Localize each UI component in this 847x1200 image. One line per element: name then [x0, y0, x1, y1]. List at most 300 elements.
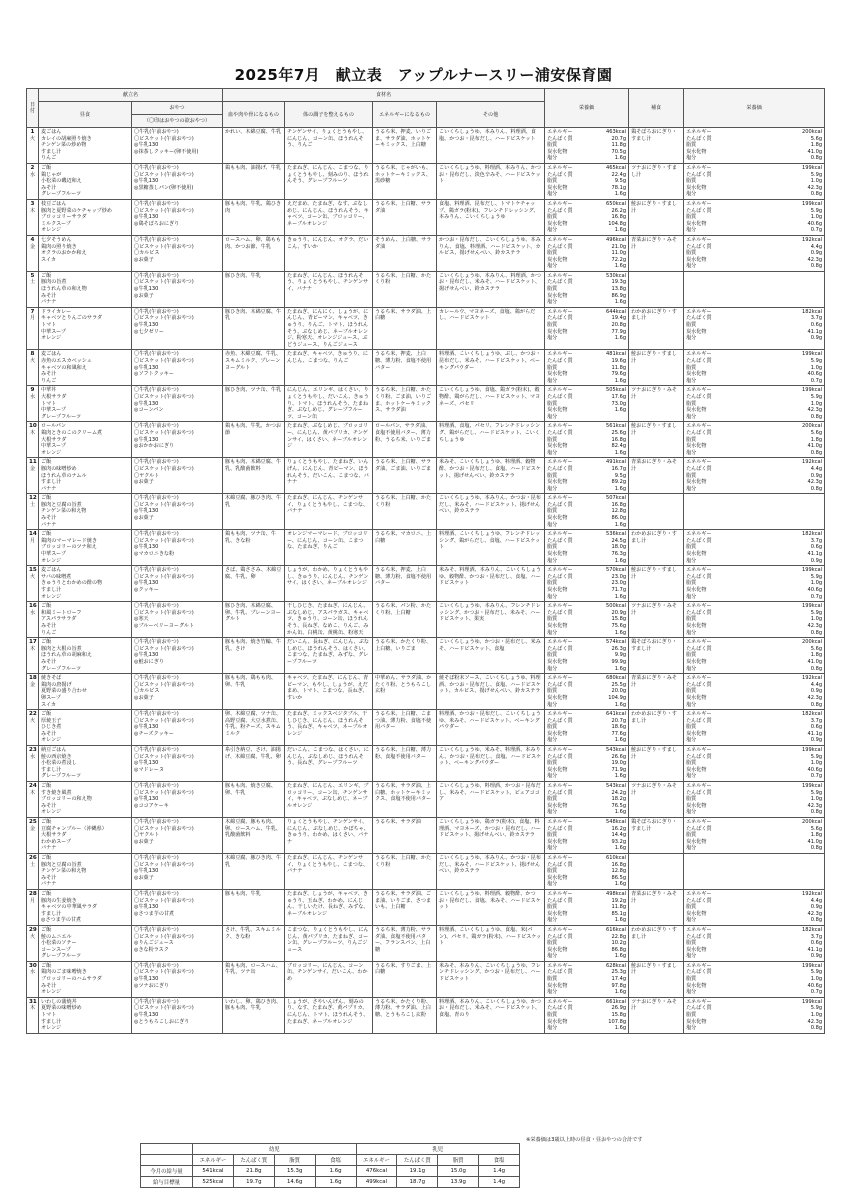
day-cell — [27, 271, 39, 307]
snack-cell — [132, 163, 223, 199]
day-number: 2 — [30, 164, 35, 171]
nutrition-value: 680kcal — [606, 675, 627, 682]
summary-col: エネルギー — [193, 1155, 234, 1166]
ingredients-green: しょうが、わかめ、りょくとうもやし、きゅうり、にんじん、チンゲンサイ、はくさい、ネーブルオレンジ — [285, 566, 373, 602]
nutrition-value: 炭水化物 — [547, 622, 568, 629]
snack-item: 〇ビスケット(午前おやつ) — [134, 393, 194, 400]
nutrition-grid — [547, 495, 626, 528]
nutrition-value: 炭水化物 — [547, 838, 568, 845]
nutrition-value: 塩分 — [686, 485, 697, 492]
nutrition-grid — [547, 747, 626, 780]
nutrition-child-cell — [545, 128, 629, 164]
lunch-item: 鶏肉の照り焼き — [41, 243, 77, 250]
nutrition-child-cell — [545, 782, 629, 818]
nutrition-value: エネルギー — [547, 531, 573, 538]
nutrition-value: 1.6g — [614, 263, 627, 270]
nutrition-child-cell — [545, 386, 629, 422]
day-cell — [27, 307, 39, 350]
ingredients-other: 米みそ、料理酒、本みりん、こいくちしょうゆ、穀物酢、かつお・昆布だし、食塩、ハードビスケット — [437, 566, 545, 602]
nutrition-child-cell — [545, 235, 629, 271]
menu-row — [27, 710, 825, 746]
nutrition-value: たんぱく質 — [686, 717, 712, 724]
ingredients-other: こいくちしょうゆ、本みりん、かつお・昆布だし、米みそ、ハードビスケット、揚げせんべい、鈴カステラ — [437, 853, 545, 889]
lunch-item: 納豆ごはん — [41, 747, 67, 754]
menu-body — [27, 128, 825, 1034]
nutrition-value: 561kcal — [606, 423, 627, 430]
snack-item: ◎牛乳130 — [134, 286, 159, 293]
nutrition-value: 5.6g — [810, 429, 823, 436]
lunch-item: ドライカレー — [41, 308, 72, 315]
nutrition-value: 9.5g — [614, 178, 627, 185]
nutrition-value: エネルギー — [686, 387, 712, 394]
ingredients-yellow: うるち米、サラダ油 — [373, 818, 437, 854]
nutrition-value: 塩分 — [547, 845, 558, 852]
nutrition-infant-cell — [684, 271, 825, 307]
lunch-cell — [39, 494, 132, 530]
snack-item: ◎牛乳130 — [134, 400, 159, 407]
nutrition-value: 1.6g — [614, 485, 627, 492]
nutrition-value: 脂質 — [547, 796, 558, 803]
nutrition-value: 41.1g — [807, 946, 823, 953]
lunch-cell — [39, 307, 132, 350]
ingredients-green: ブロッコリー、にんじん、コーン缶、チンゲンサイ、だいこん、わかめ — [285, 961, 373, 997]
lunch-cell — [39, 530, 132, 566]
supplement-cell: ツナおにぎり・みそ汁 — [629, 602, 684, 638]
nutrition-value: 脂質 — [547, 940, 558, 947]
nutrition-value: 塩分 — [547, 881, 558, 888]
day-weekday: 木 — [29, 207, 36, 214]
snack-item: 〇牛乳(午前おやつ) — [134, 387, 179, 394]
lunch-item: 豚肉の味噌炒め — [41, 465, 77, 472]
nutrition-value: たんぱく質 — [547, 315, 573, 322]
nutrition-value: エネルギー — [686, 531, 712, 538]
nutrition-value: 0.8g — [810, 263, 823, 270]
nutrition-value: 脂質 — [547, 250, 558, 257]
snack-item: 〇ビスケット(午前おやつ) — [134, 429, 194, 436]
snack-item: ◎抹茶しクッキー(卵不使用) — [134, 148, 199, 155]
nutrition-value: エネルギー — [547, 423, 573, 430]
nutrition-value: 炭水化物 — [547, 874, 568, 881]
snack-item: ◎さつま芋の甘煮 — [134, 910, 175, 917]
nutrition-grid — [686, 927, 822, 960]
nutrition-value: 炭水化物 — [686, 479, 707, 486]
nutrition-value: 628kcal — [606, 962, 627, 969]
lunch-item: 中華スープ — [41, 328, 66, 335]
nutrition-value: 1.6g — [614, 335, 627, 342]
nutrition-value: 4.4g — [810, 897, 823, 904]
day-cell — [27, 710, 39, 746]
nutrition-value: エネルギー — [686, 236, 712, 243]
nutrition-value: 炭水化物 — [686, 256, 707, 263]
lunch-item: いわしの蒲焼丼 — [41, 998, 77, 1005]
lunch-item: ひじき煮 — [41, 724, 62, 731]
lunch-item: わかめスープ — [41, 838, 72, 845]
ingredients-red: さけ、牛乳、スキムミルク、きな粉 — [223, 925, 285, 961]
nutrition-value: たんぱく質 — [547, 681, 573, 688]
nutrition-value: 炭水化物 — [686, 802, 707, 809]
lunch-item: りんご — [41, 377, 57, 384]
day-weekday: 水 — [29, 393, 36, 400]
nutrition-value: 炭水化物 — [547, 1018, 568, 1025]
summary-col: たんぱく質 — [233, 1155, 274, 1166]
lunch-item: ご飯 — [41, 272, 52, 279]
day-weekday: 火 — [29, 933, 36, 940]
nutrition-value: 炭水化物 — [547, 730, 568, 737]
nutrition-value: 0.8g — [810, 191, 823, 198]
nutrition-value: エネルギー — [686, 783, 712, 790]
nutrition-value: 40.6g — [807, 371, 823, 378]
ingredients-yellow: うるち米、上白糖、薄力粉、食塩不使用バター — [373, 746, 437, 782]
lunch-item: オレンジ — [41, 335, 62, 342]
supplement-cell: 青菜おにぎり・みそ汁 — [629, 235, 684, 271]
nutrition-value: 塩分 — [547, 701, 558, 708]
supplement-cell: 鮭おにぎり・すまし汁 — [629, 961, 684, 997]
nutrition-value: 0.6g — [810, 544, 823, 551]
snack-cell — [132, 782, 223, 818]
nutrition-value: 199kcal — [802, 747, 823, 754]
ingredients-green: りょくとうもやし、たまねぎ、いんげん、にんじん、青ピーマン、ほうれんそう、だいこん、こまつな、バナナ — [285, 458, 373, 494]
nutrition-value: 19.3g — [611, 279, 627, 286]
ingredients-green: たまねぎ、にんにく、しょうが、にんじん、青ピーマン、キャベツ、きゅうり、りんご、トマト、ほうれんそう、ぶなしめじ、ネーブルオレンジ、粉寒天、オレンジジュース、ぶどうジュース、りんごジュース — [285, 307, 373, 350]
ingredients-yellow: うるち米、マカロニ、上白糖 — [373, 530, 437, 566]
nutrition-infant-cell — [684, 307, 825, 350]
nutrition-value: 0.7g — [810, 227, 823, 234]
ingredients-red: 鶏もも肉、油揚げ、牛乳 — [223, 163, 285, 199]
ingredients-red: 卵、木綿豆腐、ツナ缶、高野豆腐、大豆水煮缶、牛乳、粉チーズ、スキムミルク — [223, 710, 285, 746]
summary-row-target — [141, 1177, 520, 1188]
day-number: 28 — [29, 890, 37, 897]
lunch-item: きゅうりとわかめの酢の物 — [41, 580, 103, 587]
nutrition-value: 17.4g — [611, 976, 627, 983]
nutrition-value: 炭水化物 — [547, 658, 568, 665]
snack-item: 〇ビスケット(午前おやつ) — [134, 825, 194, 832]
lunch-item: オレンジ — [41, 227, 62, 234]
nutrition-value: 脂質 — [686, 178, 697, 185]
nutrition-grid — [686, 237, 822, 270]
menu-row — [27, 782, 825, 818]
snack-cell — [132, 853, 223, 889]
snack-item: ◎コーンパン — [134, 407, 164, 414]
nutrition-value: エネルギー — [547, 567, 573, 574]
snack-item: ◎とうもろこしおにぎり — [134, 1018, 190, 1025]
nutrition-value: 42.3g — [807, 256, 823, 263]
nutrition-value: 104.8g — [608, 220, 627, 227]
lunch-item: 麦ごはん — [41, 351, 62, 358]
nutrition-value: 塩分 — [547, 485, 558, 492]
nutrition-grid — [686, 531, 822, 564]
lunch-item: グレープフルーツ — [41, 953, 82, 960]
nutrition-value: 40.6g — [807, 982, 823, 989]
snack-item: 〇牛乳(午前おやつ) — [134, 926, 179, 933]
nutrition-value: 97.8g — [611, 982, 627, 989]
nutrition-value: 20.7g — [611, 717, 627, 724]
lunch-item: ご飯 — [41, 459, 52, 466]
nutrition-value: 塩分 — [686, 737, 697, 744]
nutrition-value: たんぱく質 — [547, 171, 573, 178]
nutrition-value: 89.2g — [611, 479, 627, 486]
lunch-item: 麦ごはん — [41, 129, 62, 135]
day-cell — [27, 853, 39, 889]
snack-cell — [132, 674, 223, 710]
nutrition-child-cell — [545, 602, 629, 638]
nutrition-infant-cell — [684, 674, 825, 710]
nutrition-value: 77.6g — [611, 730, 627, 737]
snack-item: ◎七夕ゼリー — [134, 328, 164, 335]
snack-item: ◎ココアケーキ — [134, 802, 169, 809]
supplement-cell: 鶏そぼろおにぎり・すまし汁 — [629, 638, 684, 674]
day-weekday: 月 — [29, 897, 36, 904]
day-number: 4 — [30, 236, 35, 243]
snack-item: 〇ビスケット(午前おやつ) — [134, 537, 194, 544]
nutrition-value: 炭水化物 — [547, 184, 568, 191]
supplement-cell: 鮭おにぎり・すまし汁 — [629, 422, 684, 458]
nutrition-value: 1.0g — [810, 364, 823, 371]
day-number: 31 — [29, 998, 37, 1005]
snack-item: 〇牛乳(午前おやつ) — [134, 890, 179, 897]
nutrition-infant-cell — [684, 889, 825, 925]
snack-item: ◎牛乳130 — [134, 652, 159, 659]
snack-item: 〇牛乳(午前おやつ) — [134, 639, 179, 646]
nutrition-value: 16.8g — [611, 214, 627, 221]
lunch-item: 小松菜の磯辺和え — [41, 178, 82, 185]
day-cell — [27, 350, 39, 386]
ingredients-green: たまねぎ、しょうが、キャベツ、きゅうり、玉ねぎ、わかめ、にんじん、干しいたけ、長ねぎ、みずな、ネーブルオレンジ — [285, 889, 373, 925]
snack-item: 〇牛乳(午前おやつ) — [134, 998, 179, 1005]
nutrition-value: 76.3g — [611, 551, 627, 558]
nutrition-value: たんぱく質 — [686, 135, 712, 142]
day-cell — [27, 925, 39, 961]
ingredients-red: 糸引き納豆、さけ、油揚げ、木綿豆腐、牛乳、卵 — [223, 746, 285, 782]
nutrition-value: たんぱく質 — [686, 897, 712, 904]
ingredients-other: こいくちしょうゆ、料理酒、穀物酢、かつお・昆布だし、食塩、米みそ、ハードビスケット — [437, 889, 545, 925]
nutrition-value: 脂質 — [686, 250, 697, 257]
snack-item: 〇ヤクルト — [134, 832, 160, 839]
nutrition-infant-cell — [684, 199, 825, 235]
nutrition-value: 塩分 — [547, 521, 558, 528]
nutrition-value: 脂質 — [686, 1012, 697, 1019]
nutrition-grid — [547, 819, 626, 852]
ingredients-green: たまねぎ、にんじん、ほうれんそう、りょくとうもやし、チンゲンサイ、バナナ — [285, 271, 373, 307]
lunch-item: ブロッコリーサラダ — [41, 214, 87, 221]
header-yellow: エネルギーになるもの — [373, 102, 437, 128]
day-weekday: 水 — [29, 969, 36, 976]
nutrition-child-cell — [545, 422, 629, 458]
menu-row — [27, 997, 825, 1033]
day-number: 22 — [29, 711, 37, 718]
nutrition-value: 107.8g — [608, 1018, 627, 1025]
snack-item: ◎牛乳130 — [134, 760, 159, 767]
snack-item: ◎お菓子 — [134, 479, 154, 486]
ingredients-red: 木綿豆腐、豚ひき肉、牛乳 — [223, 853, 285, 889]
nutrition-value: たんぱく質 — [547, 537, 573, 544]
nutrition-value: 496kcal — [606, 236, 627, 243]
ingredients-other: 料理酒、かつお・昆布だし、こいくちしょうゆ、米みそ、ハードビスケット、ベーキングパウダー — [437, 710, 545, 746]
nutrition-value: 脂質 — [547, 760, 558, 767]
snack-item: ◎お菓子 — [134, 515, 154, 522]
lunch-item: キャベツの中華風サラダ — [41, 904, 97, 911]
nutrition-value: 0.9g — [810, 953, 823, 960]
nutrition-value: 41.0g — [807, 443, 823, 450]
nutrition-value: 25.3g — [611, 969, 627, 976]
nutrition-value: 1.6g — [614, 557, 627, 564]
ingredients-green: チンゲンサイ、りょくとうもやし、にんじん、コーン缶、ほうれんそう、りんご — [285, 128, 373, 164]
nutrition-value: たんぱく質 — [547, 609, 573, 616]
snack-item: 〇ビスケット(午前おやつ) — [134, 969, 194, 976]
nutrition-value: 79.6g — [611, 371, 627, 378]
header-nutrition-infant: 栄養価 — [684, 89, 825, 128]
nutrition-value: 1.6g — [614, 917, 627, 924]
ingredients-yellow: そうめん、上白糖、サラダ油 — [373, 235, 437, 271]
nutrition-grid — [547, 309, 626, 342]
lunch-item: 鮭のムニエル — [41, 933, 72, 940]
lunch-item: カレイの胡麻照り焼き — [41, 135, 92, 142]
nutrition-grid — [686, 711, 822, 744]
lunch-item: グレープフルーツ — [41, 191, 82, 198]
nutrition-value: 脂質 — [547, 580, 558, 587]
menu-row — [27, 458, 825, 494]
nutrition-value: 199kcal — [802, 351, 823, 358]
nutrition-value: 塩分 — [686, 263, 697, 270]
header-day: 日付 — [27, 89, 39, 128]
lunch-item: 鶏肉の唐揚げ — [41, 681, 72, 688]
nutrition-value: 塩分 — [686, 377, 697, 384]
nutrition-value: エネルギー — [686, 423, 712, 430]
day-weekday: 水 — [29, 171, 36, 178]
ingredients-red: ロースハム、卵、鶏もも肉、かつお節、牛乳 — [223, 235, 285, 271]
snack-item: ◎クッキー — [134, 587, 159, 593]
lunch-cell — [39, 422, 132, 458]
lunch-item: 夏野菜の盛り合わせ — [41, 688, 87, 695]
nutrition-value: 脂質 — [547, 436, 558, 443]
nutrition-value: 42.3g — [807, 184, 823, 191]
nutrition-value: 86.0g — [611, 515, 627, 522]
nutrition-value: 463kcal — [606, 129, 627, 135]
summary-row-label: 今月の給与量 — [141, 1166, 193, 1177]
lunch-item: トマト — [41, 322, 57, 329]
lunch-item: ご飯 — [41, 603, 52, 610]
nutrition-value: 炭水化物 — [686, 407, 707, 414]
day-number: 25 — [29, 819, 37, 825]
ingredients-green: だいこん、長ねぎ、にんじん、ぶなしめじ、ほうれんそう、はくさい、こまつな、たまねぎ、みずな、グレープフルーツ — [285, 638, 373, 674]
lunch-item: 豚肉の旨煮 — [41, 279, 67, 286]
nutrition-child-cell — [545, 307, 629, 350]
nutrition-value: 脂質 — [686, 616, 697, 623]
nutrition-value: 塩分 — [547, 557, 558, 564]
nutrition-value: 530kcal — [606, 272, 627, 279]
day-weekday: 木 — [29, 1005, 36, 1012]
lunch-item: 卵スープ — [41, 694, 61, 701]
day-number: 18 — [29, 675, 37, 682]
snack-item: ◎牛乳130 — [134, 580, 159, 587]
nutrition-value: 炭水化物 — [686, 838, 707, 845]
snack-item: 〇ビスケット(午前おやつ) — [134, 717, 194, 724]
nutrition-value: エネルギー — [686, 819, 712, 825]
day-weekday: 金 — [29, 681, 36, 688]
ingredients-red: 鶏もも肉、ロースハム、牛乳、ツナ缶 — [223, 961, 285, 997]
day-weekday: 火 — [29, 358, 36, 364]
nutrition-value: 塩分 — [547, 989, 558, 996]
lunch-item: ロールパン — [41, 423, 67, 430]
nutrition-value: 脂質 — [547, 364, 558, 371]
nutrition-value: 1.0g — [810, 616, 823, 623]
day-cell — [27, 422, 39, 458]
snack-item: 〇牛乳(午前おやつ) — [134, 783, 179, 790]
nutrition-value: エネルギー — [686, 747, 712, 754]
nutrition-value: 25.6g — [611, 429, 627, 436]
nutrition-value: 5.9g — [810, 609, 823, 616]
nutrition-value: 11.8g — [611, 364, 627, 371]
menu-row — [27, 350, 825, 386]
menu-row — [27, 638, 825, 674]
nutrition-value: 炭水化物 — [686, 982, 707, 989]
summary-cell: 19.7g — [233, 1177, 274, 1188]
nutrition-value: 脂質 — [686, 904, 697, 911]
supplement-cell — [629, 494, 684, 530]
lunch-item: オレンジ — [41, 737, 62, 744]
nutrition-value: 0.8g — [810, 413, 823, 420]
nutrition-value: 塩分 — [686, 845, 697, 852]
nutrition-value: 71.7g — [611, 587, 627, 593]
nutrition-grid — [686, 309, 822, 342]
lunch-item: 小松菜のソテー — [41, 940, 77, 947]
lunch-item: 豚肉と夏野菜のケチャップ炒め — [41, 207, 112, 214]
nutrition-value: 炭水化物 — [686, 328, 707, 335]
nutrition-value: 0.7g — [810, 989, 823, 996]
nutrition-grid — [547, 387, 626, 420]
nutrition-value: たんぱく質 — [547, 861, 573, 868]
lunch-item: みそ汁 — [41, 658, 57, 665]
nutrition-grid — [686, 201, 822, 234]
day-number: 8 — [30, 351, 35, 358]
nutrition-value: 12.8g — [611, 868, 627, 875]
ingredients-green: オレンジマーマレード、ブロッコリー、にんじん、コーン缶、こまつな、たまねぎ、りんご — [285, 530, 373, 566]
nutrition-value: たんぱく質 — [547, 969, 573, 976]
ingredients-yellow: うるち米、かたくり粉、上白糖、いりごま — [373, 638, 437, 674]
day-number: 30 — [29, 962, 37, 969]
snack-item: ◎りんごジュース — [134, 940, 174, 947]
nutrition-value: たんぱく質 — [547, 789, 573, 796]
nutrition-value: 16.8g — [611, 861, 627, 868]
nutrition-value: たんぱく質 — [686, 789, 712, 796]
supplement-cell: 鶏そぼろおにぎり・すまし汁 — [629, 128, 684, 164]
day-weekday: 水 — [29, 753, 36, 760]
nutrition-value: 1.6g — [614, 845, 627, 852]
nutrition-value: 炭水化物 — [547, 407, 568, 414]
nutrition-value: 13.8g — [611, 286, 627, 293]
nutrition-value: エネルギー — [547, 854, 573, 861]
lunch-cell — [39, 674, 132, 710]
menu-row — [27, 307, 825, 350]
nutrition-value: 72.2g — [611, 256, 627, 263]
nutrition-value: たんぱく質 — [686, 825, 712, 832]
nutrition-value: 塩分 — [547, 335, 558, 342]
snack-item: ◎鶏そぼろおにぎり — [134, 220, 180, 227]
nutrition-grid — [686, 963, 822, 996]
nutrition-grid — [686, 603, 822, 636]
nutrition-value: 0.9g — [810, 335, 823, 342]
nutrition-value: 24.2g — [611, 789, 627, 796]
lunch-item: バナナ — [41, 299, 57, 306]
nutrition-value: 0.9g — [810, 688, 823, 695]
nutrition-value: 塩分 — [547, 377, 558, 384]
nutrition-value: 4.4g — [810, 243, 823, 250]
nutrition-value: エネルギー — [547, 200, 573, 207]
nutrition-value: 11.8g — [611, 142, 627, 149]
nutrition-value: たんぱく質 — [686, 573, 712, 580]
nutrition-value: たんぱく質 — [686, 358, 712, 364]
nutrition-value: 脂質 — [547, 832, 558, 839]
lunch-item: 中華スープ — [41, 443, 66, 450]
